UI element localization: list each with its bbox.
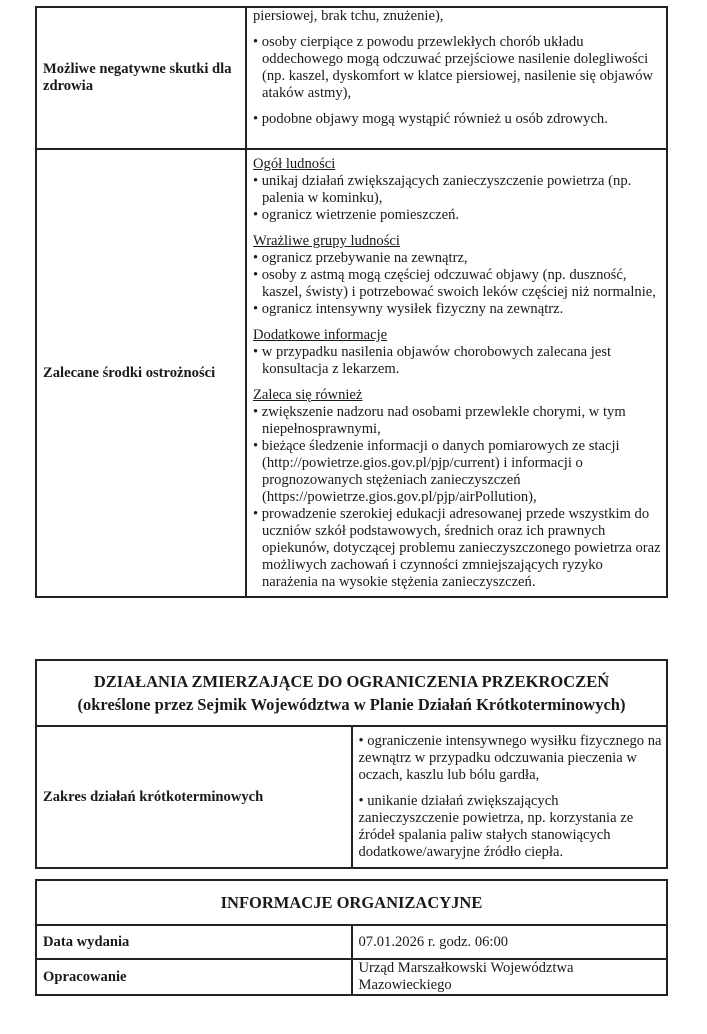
health-table <box>35 6 668 598</box>
precautions-group-general <box>253 156 662 224</box>
precautions-label: Zalecane środki ostrożności <box>36 149 246 597</box>
prepared-by-row <box>36 959 667 995</box>
group-item: • prowadzenie szerokiej edukacji adresowanej przede wszystkim do uczniów szkół podstawowych, średnich oraz ich prawnych opiekunów, dotyczącej problemu zanieczyszczonego powietrza oraz możliwych zachowań i czynności zmniejszających ryzyko narażenia na wysokie stężenia zanieczyszczeń. <box>253 506 661 590</box>
effects-row <box>36 7 667 149</box>
issue-date-row <box>36 925 667 959</box>
group-heading: Ogół ludności <box>253 156 336 172</box>
group-item: • unikaj działań zwiększających zanieczyszczenie powietrza (np. palenia w kominku), <box>253 173 632 206</box>
precautions-group-additional <box>253 327 662 378</box>
group-item: • ogranicz intensywny wysiłek fizyczny na zewnątrz. <box>253 301 564 317</box>
actions-table <box>35 659 668 869</box>
prepared-by-label: Opracowanie <box>36 959 352 995</box>
effects-label: Możliwe negatywne skutki dla zdrowia <box>36 7 246 149</box>
effects-item: • podobne objawy mogą wystąpić również u osób zdrowych. <box>253 111 608 127</box>
group-item: • w przypadku nasilenia objawów chorobowych zalecana jest konsultacja z lekarzem. <box>253 344 612 377</box>
effects-item: piersiowej, brak tchu, znużenie), <box>253 8 444 24</box>
scope-row <box>36 726 667 868</box>
precautions-group-also <box>253 387 662 591</box>
precautions-group-sensitive <box>253 233 662 318</box>
group-item: • zwiększenie nadzoru nad osobami przewlekle chorymi, w tym niepełnosprawnymi, <box>253 404 626 437</box>
actions-header-row <box>36 660 667 726</box>
scope-label: Zakres działań krótkoterminowych <box>36 726 352 868</box>
org-title: INFORMACJE ORGANIZACYJNE <box>36 880 667 925</box>
org-table <box>35 879 668 996</box>
group-heading: Zaleca się również <box>253 387 363 403</box>
effects-item: • osoby cierpiące z powodu przewlekłych chorób układu oddechowego mogą odczuwać przejściowe nasilenie dolegliwości (np. kaszel, dyskomfort w klatce piersiowej, nasilenie się objawów ataków astmy), <box>253 34 654 101</box>
actions-title-line1: DZIAŁANIA ZMIERZAJĄCE DO OGRANICZENIA PRZEKROCZEŃ <box>93 672 610 691</box>
group-heading: Dodatkowe informacje <box>253 327 388 343</box>
group-item: • ogranicz wietrzenie pomieszczeń. <box>253 207 460 223</box>
actions-title-line2: (określone przez Sejmik Województwa w Planie Działań Krótkoterminowych) <box>77 695 626 714</box>
scope-cell <box>352 726 668 868</box>
scope-item: • unikanie działań zwiększających zanieczyszczenie powietrza, np. korzystania ze źródeł spalania paliw stałych stanowiących dodatkowe/awaryjne źródło ciepła. <box>358 793 634 860</box>
effects-cell <box>246 7 667 149</box>
org-header-row <box>36 880 667 925</box>
scope-item: • ograniczenie intensywnego wysiłku fizycznego na zewnątrz w przypadku odczuwania pieczenia w oczach, kaszlu lub bólu gardła, <box>358 733 662 783</box>
precautions-cell <box>246 149 667 597</box>
group-heading: Wrażliwe grupy ludności <box>253 233 400 249</box>
group-item: • bieżące śledzenie informacji o danych pomiarowych ze stacji (http://powietrze.gios.gov.pl/pjp/current) i informacji o prognozowanych stężeniach zanieczyszczeń (https://powietrze.gios.gov.pl/pjp/airPollution), <box>253 438 620 505</box>
issue-date-value: 07.01.2026 r. godz. 06:00 <box>352 925 668 959</box>
prepared-by-value: Urząd Marszałkowski Województwa Mazowieckiego <box>352 959 668 995</box>
precautions-row <box>36 149 667 597</box>
group-item: • osoby z astmą mogą częściej odczuwać objawy (np. duszność, kaszel, świsty) i potrzebować swoich leków częściej niż normalnie, <box>253 267 656 300</box>
actions-title <box>36 660 667 726</box>
group-item: • ogranicz przebywanie na zewnątrz, <box>253 250 468 266</box>
issue-date-label: Data wydania <box>36 925 352 959</box>
